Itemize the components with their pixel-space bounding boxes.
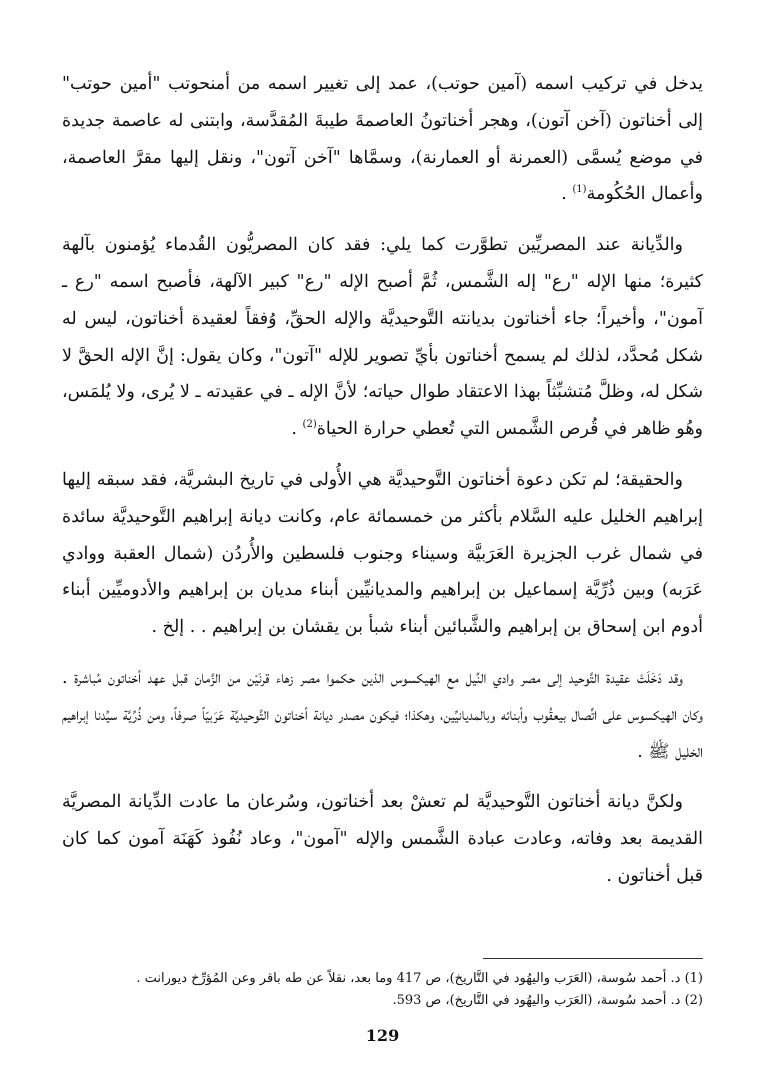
paragraph-3 bbox=[62, 462, 703, 646]
paragraph-2-text: والدِّيانة عند المصريِّين تطوَّرت كما يلي: فقد كان المصريُّون القُدماء يُؤمنون بآلهة كثيرة؛ منها الإله "رع" إله الشَّمس، ثُمَّ أصبح الإله "رع" كبير الآلهة، فأصبح اسمه "رع ـ آمون"، وأخيراً؛ جاء أخناتون بديانته التَّوحيديَّة والإله الحقِّ، وُفقاً لعقيدة أخناتون، ليس له شكل مُحدَّد، لذلك لم يسمح أخناتون بأيِّ تصوير للإله "آتون"، وكان يقول: إنَّ الإله الحقَّ لا شكل له، وظلَّ مُتشبِّثاً بهذا الاعتقاد طوال حياته؛ لأنَّ الإله ـ في عقيدته ـ لا يُرى، ولا يُلمَس، وهُو ظاهر في قُرص الشَّمس التي تُعطي حرارة الحياة bbox=[62, 235, 703, 440]
footnote-1: (1) د. أحمد سُوسة، (العَرَب واليهُود في التَّاريخ)، ص 417 وما بعد، نقلاً عن طه باقر وعن المُؤرِّخ ديورانت . bbox=[136, 971, 703, 986]
paragraph-5-text: ولكنَّ ديانة أخناتون التَّوحيديَّة لم تعشْ بعد أخناتون، وسُرعان ما عادت الدِّيانة المصريَّة القديمة بعد وفاته، وعادت عبادة الشَّمس والإله "آمون"، وعاد نُفُوذ كَهَنَة آمون كما كان قبل أخناتون . bbox=[62, 792, 703, 886]
paragraph-4-text: وقد دَخَلَتْ عقيدة التَّوحيد إلى مصر وادي النِّيل مع الهيكسوس الذين حكموا مصر زهاء قرنَيْن من الزَّمان قبل عهد أخناتون مُباشرة . وكان الهيكسوس على اتِّصال بيعقُوب وأبنائه وبالمديانيِّين، وهكذا؛ فيكون مصدر ديانة أخناتون التَّوحيديَّة عَرَبيّاً صرفاً، ومن ذُرِّيَّة سيِّدنا إبراهيم الخليل bbox=[62, 667, 703, 762]
footnote-divider bbox=[483, 958, 703, 959]
footnote-ref-1: (1) bbox=[572, 184, 587, 196]
footnotes bbox=[62, 968, 703, 1012]
footnote-ref-2: (2) bbox=[302, 419, 317, 431]
paragraph-1 bbox=[62, 66, 703, 213]
paragraph-2 bbox=[62, 227, 703, 448]
footnote-2: (2) د. أحمد سُوسة، (العَرَب واليهُود في التَّاريخ)، ص 593. bbox=[392, 993, 703, 1008]
paragraph-2-end: . bbox=[291, 419, 297, 440]
paragraph-1-end: . bbox=[561, 184, 567, 205]
paragraph-4 bbox=[62, 660, 703, 770]
page-number: 129 bbox=[365, 1026, 400, 1045]
honorific-glyph: ﷺ bbox=[648, 741, 670, 762]
body-text bbox=[62, 66, 703, 909]
paragraph-5 bbox=[62, 784, 703, 894]
paragraph-4-end: . bbox=[637, 741, 643, 762]
paragraph-3-text: والحقيقة؛ لم تكن دعوة أخناتون التَّوحيديَّة هي الأُولى في تاريخ البشريَّة، فقد سبقه إليها إبراهيم الخليل عليه السَّلام بأكثر من خمسمائة عام، وكانت ديانة إبراهيم التَّوحيديَّة سائدة في شمال غرب الجزيرة العَرَبيَّة وسيناء وجنوب فلسطين والأُردُن (شمال العقبة ووادي عَرَبه) وبين ذُرِّيَّة إسماعيل بن إبراهيم والمديانيِّين أبناء مديان بن إبراهيم والأدوميِّين أبناء أدوم ابن إسحاق بن إبراهيم والشَّبائين أبناء شبأ بن يقشان بن إبراهيم . . إلخ . bbox=[62, 469, 703, 638]
paragraph-1-text: يدخل في تركيب اسمه (آمين حوتب)، عمد إلى تغيير اسمه من أمنحوتب "أمين حوتب" إلى أخناتون (آخن آتون)، وهجر أخناتونُ العاصمةَ طيبةَ المُقدَّسة، وابتنى له عاصمة جديدة في موضع يُسمَّى (العمرنة أو العمارنة)، وسمَّاها "آخن آتون"، ونقل إليها مقرَّ العاصمة، وأعمال الحُكُومة bbox=[62, 74, 703, 205]
